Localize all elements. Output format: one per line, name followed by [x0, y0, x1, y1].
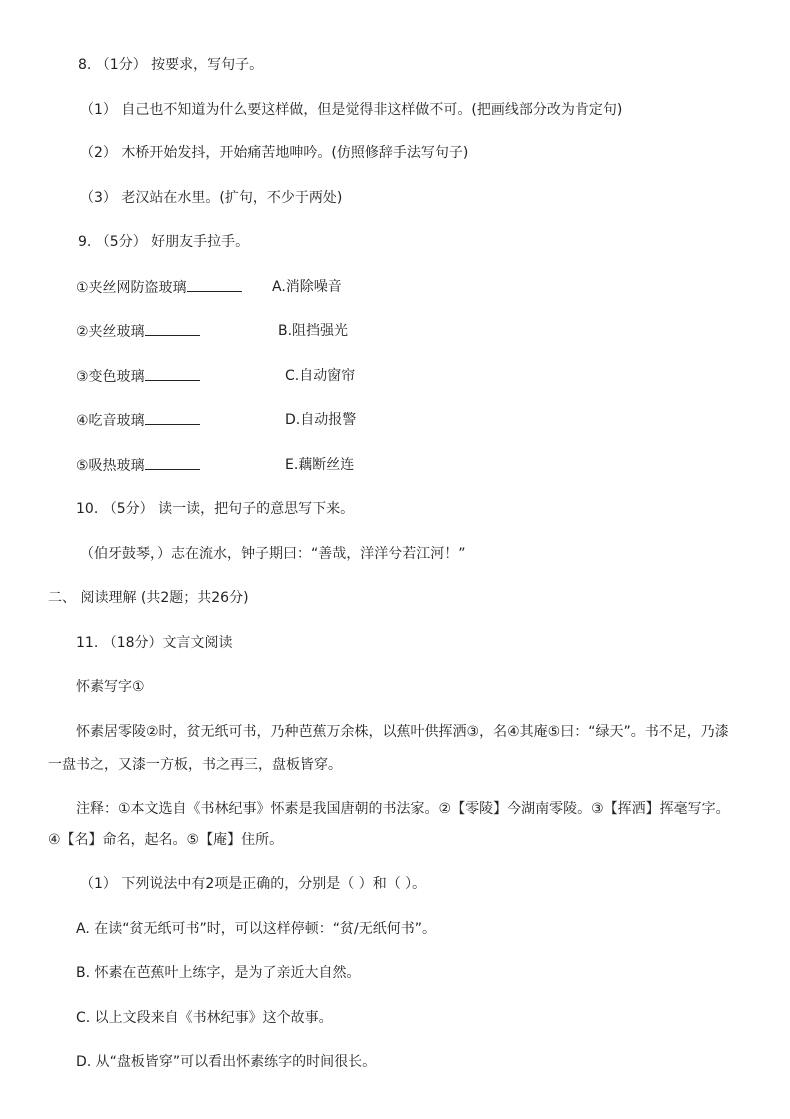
q9-left-5: [76, 455, 200, 476]
q11-option-d: D. 从“盘板皆穿”可以看出怀素练字的时间很长。: [76, 1054, 377, 1070]
answer-blank[interactable]: [145, 321, 200, 336]
q9-left-3: [76, 366, 200, 387]
answer-blank[interactable]: [187, 277, 242, 292]
q9-left-5-label: ⑤吸热玻璃: [76, 458, 145, 474]
q9-right-3: C.自动窗帘: [285, 368, 356, 384]
q11-note-line-1: 注释：①本文选自《书林纪事》怀素是我国唐朝的书法家。②【零陵】今湖南零陵。③【挥洒】挥毫写字。: [76, 801, 730, 817]
q8-item-1: （1） 自己也不知道为什么要这样做，但是觉得非这样做不可。(把画线部分改为肯定句): [80, 102, 623, 118]
q9-left-2: [76, 321, 200, 342]
q9-left-1-label: ①夹丝网防盗玻璃: [76, 280, 187, 296]
q9-left-4: [76, 410, 200, 431]
q11-title: 怀素写字①: [76, 679, 145, 695]
q11-heading: 11. （18分）文言文阅读: [76, 635, 233, 651]
q11-option-a: A. 在读“贫无纸可书”时，可以这样停顿：“贫/无纸何书”。: [76, 921, 436, 937]
q11-note-line-2: ④【名】命名，起名。⑤【庵】住所。: [48, 832, 284, 848]
q9-left-3-label: ③变色玻璃: [76, 369, 145, 385]
q9-left-4-label: ④吃音玻璃: [76, 413, 145, 429]
q9-right-1: A.消除噪音: [272, 279, 342, 295]
q9-right-5: E.藕断丝连: [285, 457, 355, 473]
answer-blank[interactable]: [145, 455, 200, 470]
q11-passage-line-2: 一盘书之，又漆一方板，书之再三，盘板皆穿。: [48, 757, 342, 773]
q11-option-b: B. 怀素在芭蕉叶上练字，是为了亲近大自然。: [76, 965, 361, 981]
q11-passage-line-1: 怀素居零陵②时，贫无纸可书，乃种芭蕉万余株，以蕉叶供挥洒③，名④其庵⑤曰：“绿天”。书不足，乃漆: [76, 724, 729, 740]
q9-right-2: B.阻挡强光: [278, 323, 349, 339]
q8-item-2: （2） 木桥开始发抖，开始痛苦地呻吟。(仿照修辞手法写句子): [80, 145, 469, 161]
section-2-heading: 二、 阅读理解 (共2题；共26分): [48, 590, 249, 606]
q10-quote: （伯牙鼓琴，）志在流水，钟子期曰：“善哉，洋洋兮若江河！”: [80, 546, 466, 562]
answer-blank[interactable]: [145, 410, 200, 425]
q11-subquestion-1: （1） 下列说法中有2项是正确的，分别是（ ）和（ ）。: [80, 876, 427, 892]
q9-heading: 9. （5分） 好朋友手拉手。: [78, 234, 250, 250]
q9-left-2-label: ②夹丝玻璃: [76, 324, 145, 340]
q8-heading: 8. （1分） 按要求，写句子。: [78, 57, 264, 73]
q10-heading: 10. （5分） 读一读，把句子的意思写下来。: [76, 501, 355, 517]
q9-right-4: D.自动报警: [285, 412, 357, 428]
q9-left-1: [76, 277, 242, 298]
q8-item-3: （3） 老汉站在水里。(扩句，不少于两处): [80, 190, 343, 206]
q11-option-c: C. 以上文段来自《书林纪事》这个故事。: [76, 1010, 333, 1026]
answer-blank[interactable]: [145, 366, 200, 381]
